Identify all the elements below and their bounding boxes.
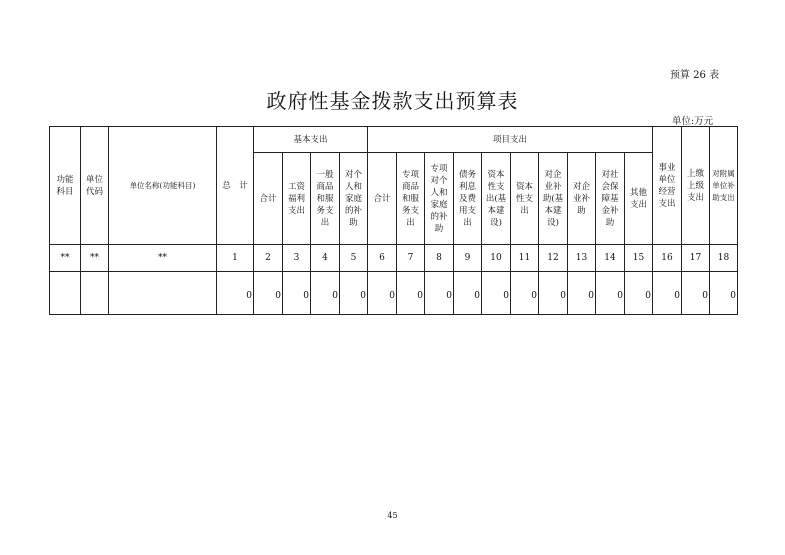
column-number: 12 [539, 245, 568, 272]
column-number: 6 [368, 245, 397, 272]
data-cell: 0 [397, 272, 425, 315]
column-number: 7 [397, 245, 425, 272]
data-cell: 0 [254, 272, 283, 315]
header-basic-col: 对个 人和 家庭 的补 助 [340, 153, 368, 245]
form-number: 预算 26 表 [670, 70, 720, 81]
column-number: 16 [653, 245, 682, 272]
column-number: 10 [482, 245, 511, 272]
header-func-code: 功能 科目 [50, 127, 81, 245]
column-number: 3 [283, 245, 311, 272]
data-cell: 0 [539, 272, 568, 315]
header-project-col: 对社 会保 障基 金补 助 [596, 153, 625, 245]
data-cell: 0 [340, 272, 368, 315]
data-cell: 0 [596, 272, 625, 315]
column-number: ** [81, 245, 109, 272]
data-cell: 0 [625, 272, 653, 315]
header-group-basic: 基本支出 [254, 127, 368, 153]
header-business: 事业 单位 经营 支出 [653, 127, 682, 245]
data-cell: 0 [482, 272, 511, 315]
data-cell [109, 272, 217, 315]
column-number-row [50, 245, 738, 272]
data-cell: 0 [368, 272, 397, 315]
data-cell: 0 [217, 272, 254, 315]
header-project-col: 对企 业补 助 [568, 153, 596, 245]
column-number: 17 [682, 245, 710, 272]
data-cell: 0 [653, 272, 682, 315]
header-unit-name: 单位名称(功能科目) [109, 127, 217, 245]
column-number: 13 [568, 245, 596, 272]
data-cell: 0 [511, 272, 539, 315]
column-number: 1 [217, 245, 254, 272]
column-number: 5 [340, 245, 368, 272]
header-upper: 上缴 上级 支出 [682, 127, 710, 245]
table-row [50, 272, 738, 315]
data-cell [81, 272, 109, 315]
page-number: 45 [387, 511, 398, 520]
data-cell: 0 [710, 272, 738, 315]
header-basic-col: 工资 福利 支出 [283, 153, 311, 245]
column-number: 4 [311, 245, 340, 272]
column-number: 8 [425, 245, 454, 272]
data-cell: 0 [283, 272, 311, 315]
column-number: ** [109, 245, 217, 272]
column-number: ** [50, 245, 81, 272]
data-cell: 0 [682, 272, 710, 315]
column-number: 15 [625, 245, 653, 272]
header-project-col: 专项 商品 和服 务支 出 [397, 153, 425, 245]
data-cell [50, 272, 81, 315]
header-project-col: 合计 [368, 153, 397, 245]
header-project-col: 对企 业补 助(基 本建 设) [539, 153, 568, 245]
header-project-col: 其他 支出 [625, 153, 653, 245]
column-number: 14 [596, 245, 625, 272]
column-number: 9 [454, 245, 482, 272]
header-affiliated: 对附属 单位补 助支出 [710, 127, 738, 245]
column-number: 2 [254, 245, 283, 272]
header-total: 总 计 [217, 127, 254, 245]
data-cell: 0 [425, 272, 454, 315]
page-title: 政府性基金拨款支出预算表 [266, 89, 519, 113]
budget-table [49, 126, 738, 315]
header-basic-col: 合计 [254, 153, 283, 245]
header-unit-code: 单位 代码 [81, 127, 109, 245]
header-project-col: 债务 利息 及费 用支 出 [454, 153, 482, 245]
header-basic-col: 一般 商品 和服 务支 出 [311, 153, 340, 245]
data-cell: 0 [311, 272, 340, 315]
column-number: 11 [511, 245, 539, 272]
data-cell: 0 [568, 272, 596, 315]
header-project-col: 专项 对个 人和 家庭 的补 助 [425, 153, 454, 245]
unit-label: 单位:万元 [672, 116, 714, 127]
data-cell: 0 [454, 272, 482, 315]
header-project-col: 资本 性支 出 [511, 153, 539, 245]
header-group-project: 项目支出 [368, 127, 653, 153]
column-number: 18 [710, 245, 738, 272]
header-project-col: 资本 性支 出(基 本建 设) [482, 153, 511, 245]
